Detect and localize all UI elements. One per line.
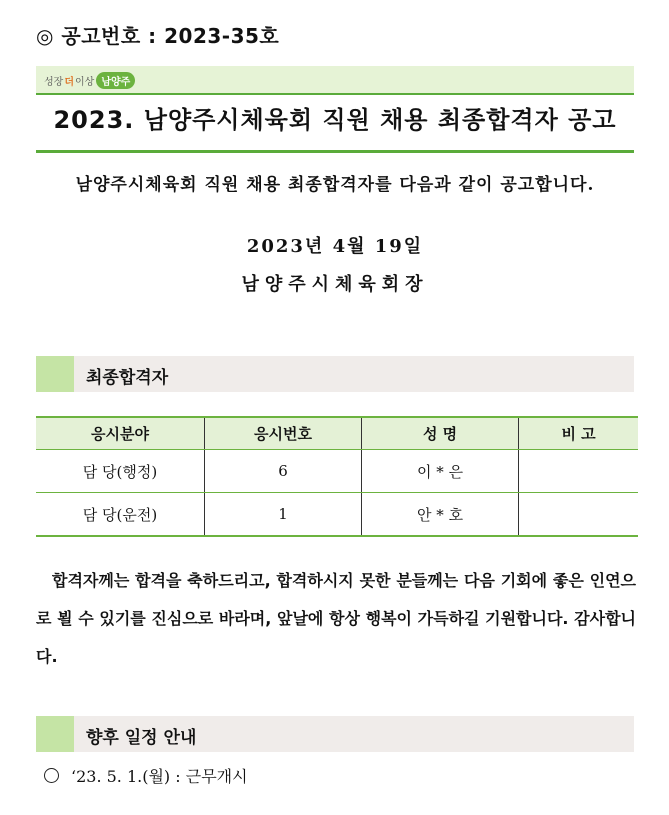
results-table (36, 416, 638, 537)
column-header: 응시분야 (36, 417, 204, 450)
document-title: 2023. 남양주시체육회 직원 채용 최종합격자 공고 (53, 106, 617, 134)
section-title: 향후 일정 안내 (86, 728, 197, 748)
table-header-row (36, 417, 638, 450)
closing-text: 합격자께는 합격을 축하드리고, 합격하시지 못한 분들께는 다음 기회에 좋은 인연으로 뵐 수 있기를 진심으로 바라며, 앞날에 항상 행복이 가득하길 기원합니다. 감사합니다. (36, 571, 636, 666)
cell-name: 이 * 은 (362, 450, 519, 493)
column-header: 비 고 (519, 417, 638, 450)
section-header-schedule (36, 716, 634, 752)
cell-number: 6 (204, 450, 361, 493)
signer: 남양주시체육회장 (241, 274, 429, 295)
table-row (36, 493, 638, 537)
schedule-item-text: ‘23. 5. 1.(월) : 근무개시 (71, 767, 248, 786)
column-header: 응시번호 (204, 417, 361, 450)
table-row (36, 450, 638, 493)
column-header: 성 명 (362, 417, 519, 450)
title-divider (36, 150, 634, 153)
slogan-part2: 이상 (75, 76, 95, 88)
intro-text: 남양주시체육회 직원 채용 최종합격자를 다음과 같이 공고합니다. (75, 175, 595, 195)
section-header-results (36, 356, 634, 392)
cell-field: 담 당(행정) (36, 450, 204, 493)
section-marker (36, 356, 74, 392)
cell-field: 담 당(운전) (36, 493, 204, 537)
closing-paragraph (36, 562, 636, 676)
banner-strip (36, 66, 634, 95)
schedule-item (44, 764, 248, 787)
section-marker (36, 716, 74, 752)
notice-number: ◎ 공고번호 : 2023-35호 (36, 24, 280, 48)
slogan-logo (44, 70, 135, 90)
cell-remarks (519, 493, 638, 537)
section-title: 최종합격자 (86, 368, 169, 388)
slogan-accent: 더 (64, 76, 74, 88)
city-logo-badge: 남양주 (96, 72, 135, 89)
cell-number: 1 (204, 493, 361, 537)
slogan-part1: 성장 (44, 76, 64, 88)
announcement-date: 2023년 4월 19일 (246, 236, 424, 257)
circle-bullet-icon (44, 768, 59, 783)
cell-remarks (519, 450, 638, 493)
cell-name: 안 * 호 (362, 493, 519, 537)
